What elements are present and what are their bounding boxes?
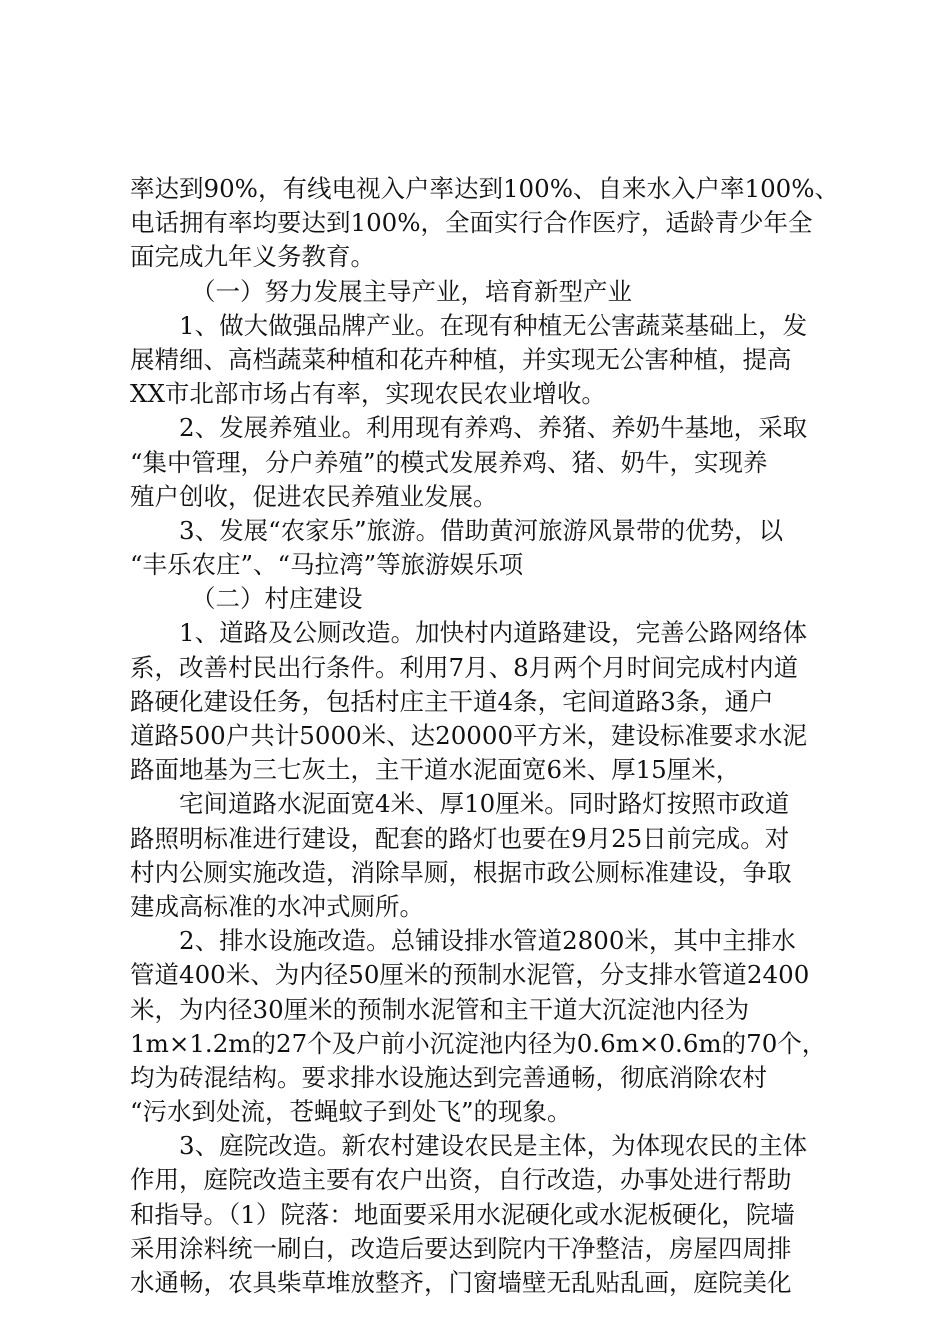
paragraph-line: 采用涂料统一刷白，改造后要达到院内干净整洁，房屋四周排 bbox=[130, 1233, 792, 1263]
paragraph-line: 路照明标准进行建设，配套的路灯也要在9月25日前完成。对 bbox=[130, 823, 790, 853]
paragraph-line: 1、道路及公厕改造。加快村内道路建设，完善公路网络体 bbox=[179, 618, 808, 648]
paragraph-line: 村内公厕实施改造，消除旱厕，根据市政公厕标准建设，争取 bbox=[130, 857, 792, 887]
paragraph-line: 路硬化建设任务，包括村庄主干道4条，宅间道路3条，通户 bbox=[130, 686, 774, 716]
paragraph-line: 宅间道路水泥面宽4米、厚10厘米。同时路灯按照市政道 bbox=[179, 789, 790, 819]
paragraph-line: 水通畅，农具柴草堆放整齐，门窗墙壁无乱贴乱画，庭院美化 bbox=[130, 1268, 792, 1297]
paragraph-line: 2、发展养殖业。利用现有养鸡、养猪、养奶牛基地，采取 bbox=[179, 413, 808, 443]
paragraph-line: 1、做大做强品牌产业。在现有种植无公害蔬菜基础上，发 bbox=[179, 310, 808, 340]
paragraph-line: 道路500户共计5000米、达20000平方米，建设标准要求水泥 bbox=[130, 721, 808, 750]
document-body bbox=[130, 172, 840, 1300]
paragraph-line: “集中管理，分户养殖”的模式发展养鸡、猪、奶牛，实现养 bbox=[130, 447, 768, 477]
paragraph-line: 3、庭院改造。新农村建设农民是主体，为体现农民的主体 bbox=[179, 1131, 808, 1161]
paragraph-line: 均为砖混结构。要求排水设施达到完善通畅，彻底消除农村 bbox=[130, 1062, 767, 1092]
paragraph-line: 面完成九年义务教育。 bbox=[130, 242, 375, 272]
paragraph-line: 和指导。（1）院落：地面要采用水泥硬化或水泥板硬化，院墙 bbox=[130, 1199, 795, 1229]
paragraph-line: “丰乐农庄”、“马拉湾”等旅游娱乐项 bbox=[130, 550, 524, 580]
paragraph-line: 1m×1.2m的27个及户前小沉淀池内径为0.6m×0.6m的70个， bbox=[130, 1028, 827, 1058]
paragraph-line: 作用，庭院改造主要有农户出资，自行改造，办事处进行帮助 bbox=[130, 1165, 792, 1195]
paragraph-line: 系，改善村民出行条件。利用7月、8月两个月时间完成村内道 bbox=[130, 652, 799, 682]
section-heading: （二）村庄建设 bbox=[191, 584, 363, 614]
paragraph-line: 建成高标准的水冲式厕所。 bbox=[130, 891, 424, 921]
paragraph-line: 殖户创收，促进农民养殖业发展。 bbox=[130, 481, 498, 511]
paragraph-line: 管道400米、为内径50厘米的预制水泥管，分支排水管道2400 bbox=[130, 960, 810, 990]
paragraph-line: 3、发展“农家乐”旅游。借助黄河旅游风景带的优势，以 bbox=[179, 515, 784, 545]
paragraph-line: 米，为内径30厘米的预制水泥管和主干道大沉淀池内径为 bbox=[130, 994, 750, 1024]
paragraph-line: XX市北部市场占有率，实现农民农业增收。 bbox=[130, 379, 606, 409]
section-heading: （一）努力发展主导产业，培育新型产业 bbox=[191, 276, 632, 306]
paragraph-line: 电话拥有率均要达到100%，全面实行合作医疗，适龄青少年全 bbox=[130, 208, 813, 238]
paragraph-line: 率达到90%，有线电视入户率达到100%、自来水入户率100%、 bbox=[130, 174, 840, 203]
paragraph-line: “污水到处流，苍蝇蚊子到处飞”的现象。 bbox=[130, 1097, 572, 1127]
paragraph-line: 路面地基为三七灰土，主干道水泥面宽6米、厚15厘米， bbox=[130, 755, 741, 785]
paragraph-line: 2、排水设施改造。总铺设排水管道2800米，其中主排水 bbox=[179, 926, 796, 956]
paragraph-line: 展精细、高档蔬菜种植和花卉种植，并实现无公害种植，提高 bbox=[130, 344, 792, 374]
